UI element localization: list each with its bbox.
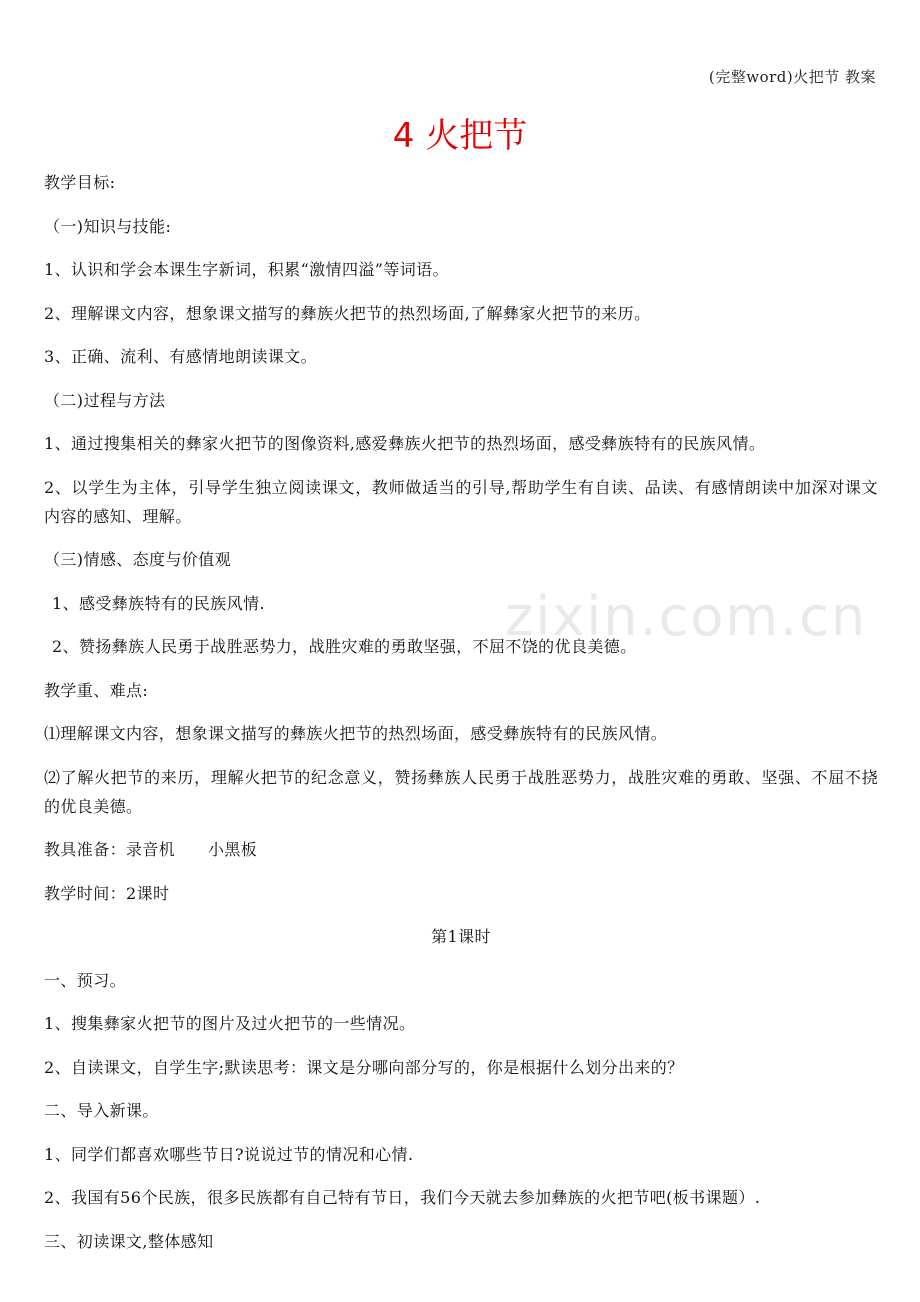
body-paragraph: ⑴理解课文内容，想象课文描写的彝族火把节的热烈场面，感受彝族特有的民族风情。 <box>44 724 668 743</box>
body-paragraph: 教学时间：2课时 <box>44 883 170 903</box>
body-paragraph: 1、同学们都喜欢哪些节日?说说过节的情况和心情. <box>44 1144 414 1164</box>
body-paragraph: （三)情感、态度与价值观 <box>44 550 232 569</box>
body-paragraph: 教学目标: <box>44 173 116 192</box>
watermark-text: zixin.com.cn <box>505 585 868 648</box>
document-body <box>44 168 878 1270</box>
body-paragraph: 2、自读课文，自学生字;默读思考：课文是分哪向部分写的，你是根据什么划分出来的？ <box>44 1057 684 1077</box>
document-title: 4 火把节 <box>392 116 528 156</box>
body-paragraph: 2、以学生为主体，引导学生独立阅读课文，教师做适当的引导,帮助学生有自读、品读、有感情朗读中加深对课文内容的感知、理解。 <box>44 477 878 526</box>
body-paragraph: （二)过程与方法 <box>44 390 166 410</box>
body-paragraph: ⑵了解火把节的来历，理解火把节的纪念意义，赞扬彝族人民勇于战胜恶势力，战胜灾难的勇敢、坚强、不屈不挠的优良美德。 <box>44 767 878 816</box>
document-header-note: (完整word)火把节 教案 <box>708 68 876 86</box>
body-paragraph: 二、导入新课。 <box>44 1101 159 1120</box>
body-paragraph: （一)知识与技能: <box>44 216 172 236</box>
body-paragraph: 2、理解课文内容，想象课文描写的彝族火把节的热烈场面,了解彝家火把节的来历。 <box>44 303 651 323</box>
body-paragraph: 第1课时 <box>431 927 491 946</box>
body-paragraph: 1、感受彝族特有的民族风情. <box>52 593 265 613</box>
body-paragraph: 1、搜集彝家火把节的图片及过火把节的一些情况。 <box>44 1014 416 1033</box>
body-paragraph: 三、初读课文,整体感知 <box>44 1231 214 1251</box>
body-paragraph: 2、我国有56个民族，很多民族都有自己特有节日，我们今天就去参加彝族的火把节吧(板书课题）. <box>44 1188 761 1207</box>
body-paragraph: 教学重、难点: <box>44 680 149 700</box>
body-paragraph: 3、正确、流利、有感情地朗读课文。 <box>44 347 317 366</box>
body-paragraph: 一、预习。 <box>44 970 127 990</box>
body-paragraph: 1、通过搜集相关的彝家火把节的图像资料,感爱彝族火把节的热烈场面，感受彝族特有的民族风情。 <box>44 434 766 453</box>
body-paragraph: 1、认识和学会本课生字新词，积累“激情四溢”等词语。 <box>44 260 449 279</box>
body-paragraph: 2、赞扬彝族人民勇于战胜恶势力，战胜灾难的勇敢坚强，不屈不饶的优良美德。 <box>52 637 637 656</box>
body-paragraph: 教具准备：录音机 小黑板 <box>44 840 258 859</box>
